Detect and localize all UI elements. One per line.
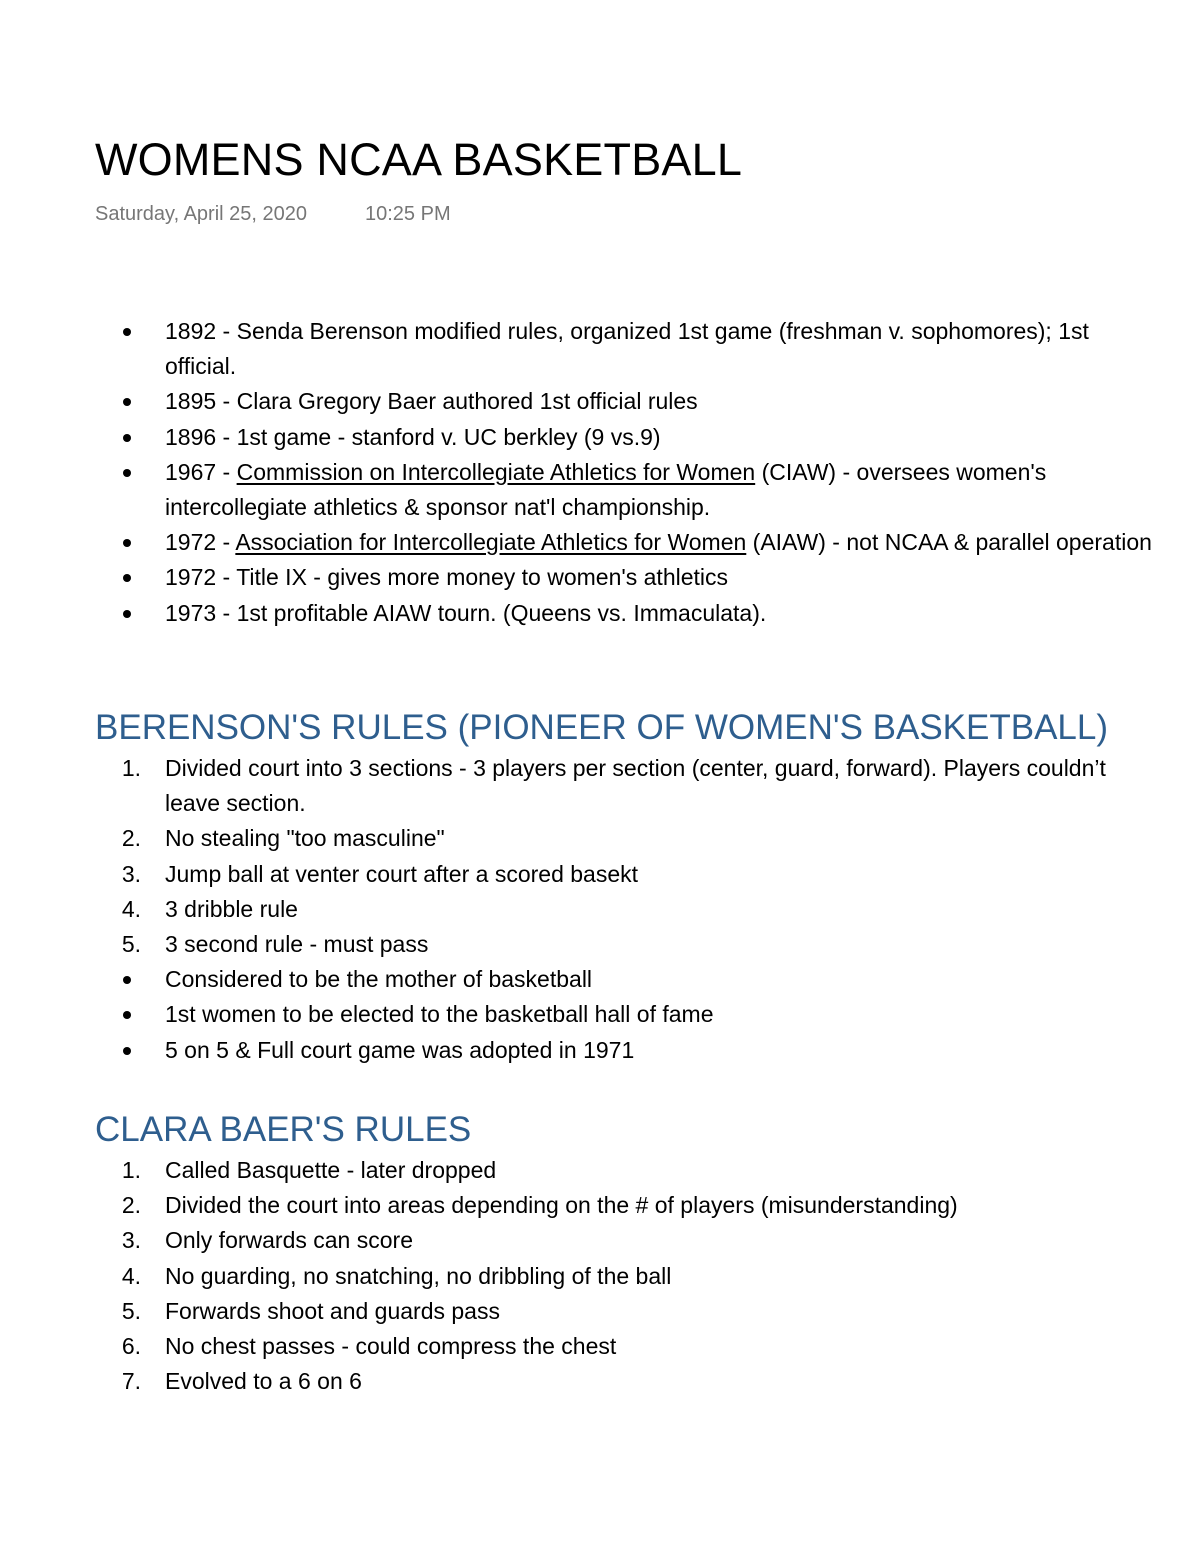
bullet-icon xyxy=(123,328,131,336)
underlined-organization: Commission on Intercollegiate Athletics for Women xyxy=(236,458,756,485)
bullet-icon xyxy=(123,469,131,477)
rule-item xyxy=(95,1329,1155,1364)
history-item xyxy=(95,384,1155,419)
rule-number: 4. xyxy=(121,1262,141,1289)
baer-rules-list xyxy=(95,1153,1155,1399)
bullet-icon xyxy=(123,1011,131,1019)
history-text: 1896 - 1st game - stanford v. UC berkley (9 vs.9) xyxy=(165,423,661,450)
bullet-icon xyxy=(123,574,131,582)
rule-number: 5. xyxy=(121,1297,141,1324)
berenson-heading: BERENSON'S RULES (PIONEER OF WOMEN'S BASKETBALL) xyxy=(95,708,1109,747)
rule-number: 5. xyxy=(121,931,141,958)
rule-item xyxy=(95,821,1155,856)
history-item xyxy=(95,314,1155,384)
rule-text: No stealing "too masculine" xyxy=(165,825,445,852)
rule-item xyxy=(95,1153,1155,1188)
bullet-icon xyxy=(123,398,131,406)
rule-item xyxy=(95,751,1155,821)
rule-text: Evolved to a 6 on 6 xyxy=(165,1368,362,1395)
rule-number: 1. xyxy=(121,755,141,781)
note-date: Saturday, April 25, 2020 xyxy=(95,203,307,225)
rule-item xyxy=(95,1188,1155,1223)
rule-item xyxy=(95,1364,1155,1399)
rule-number: 2. xyxy=(121,1192,141,1219)
rule-text: Called Basquette - later dropped xyxy=(165,1157,497,1183)
history-text: 1973 - 1st profitable AIAW tourn. (Queens vs. Immaculata). xyxy=(165,599,767,626)
bullet-icon xyxy=(123,976,131,984)
rule-item xyxy=(95,1259,1155,1294)
note-timestamp xyxy=(95,200,451,228)
history-text: 1895 - Clara Gregory Baer authored 1st official rules xyxy=(165,388,698,415)
rule-text: Divided the court into areas depending on the # of players (misunderstanding) xyxy=(165,1192,958,1219)
history-item xyxy=(95,560,1155,595)
history-text: (AIAW) - not NCAA & parallel operation xyxy=(746,529,1152,556)
rule-text: 3 dribble rule xyxy=(165,895,298,922)
history-item xyxy=(95,455,1155,525)
berenson-rules-list xyxy=(95,751,1155,1068)
rule-item xyxy=(95,857,1155,892)
history-text: 1967 - xyxy=(165,458,237,485)
rule-number: 3. xyxy=(121,1227,141,1254)
rule-number: 2. xyxy=(121,825,141,852)
history-text: 1972 - Title IX - gives more money to women's athletics xyxy=(165,564,729,591)
history-item xyxy=(95,596,1155,631)
underlined-organization: Association for Intercollegiate Athletics for Women xyxy=(235,529,747,556)
history-text: (CIAW) - oversees women's intercollegiate athletics & sponsor nat'l championship. xyxy=(165,458,1047,521)
fact-text: 5 on 5 & Full court game was adopted in 1971 xyxy=(165,1036,635,1063)
rule-text: 3 second rule - must pass xyxy=(165,931,429,958)
rule-item xyxy=(95,927,1155,962)
rule-text: Jump ball at venter court after a scored basekt xyxy=(165,860,639,887)
rule-text: No guarding, no snatching, no dribbling of the ball xyxy=(165,1262,672,1289)
fact-item xyxy=(95,997,1155,1032)
rule-text: Only forwards can score xyxy=(165,1227,413,1254)
rule-text: Divided court into 3 sections - 3 players per section (center, guard, forward). Players couldn’t leave section. xyxy=(165,755,1106,817)
fact-item xyxy=(95,1033,1155,1068)
bullet-icon xyxy=(123,610,131,618)
page-title: WOMENS NCAA BASKETBALL xyxy=(95,134,743,185)
rule-number: 1. xyxy=(121,1157,141,1183)
rule-item xyxy=(95,892,1155,927)
history-text: 1972 - xyxy=(165,529,236,556)
history-list xyxy=(95,314,1155,631)
bullet-icon xyxy=(123,539,131,547)
bullet-icon xyxy=(123,1047,131,1055)
rule-number: 4. xyxy=(121,895,141,922)
rule-number: 3. xyxy=(121,860,141,887)
rule-text: No chest passes - could compress the chest xyxy=(165,1333,617,1360)
history-item xyxy=(95,420,1155,455)
history-text: 1892 - Senda Berenson modified rules, organized 1st game (freshman v. sophomores); 1st official. xyxy=(165,318,1089,380)
fact-item xyxy=(95,962,1155,997)
rule-item xyxy=(95,1223,1155,1258)
fact-text: 1st women to be elected to the basketball hall of fame xyxy=(165,1001,714,1028)
history-item xyxy=(95,525,1155,560)
rule-item xyxy=(95,1294,1155,1329)
note-time: 10:25 PM xyxy=(365,203,451,225)
fact-text: Considered to be the mother of basketball xyxy=(165,966,593,993)
bullet-icon xyxy=(123,434,131,442)
rule-number: 6. xyxy=(121,1333,141,1360)
baer-heading: CLARA BAER'S RULES xyxy=(95,1110,472,1149)
rule-text: Forwards shoot and guards pass xyxy=(165,1297,500,1324)
rule-number: 7. xyxy=(121,1368,141,1395)
